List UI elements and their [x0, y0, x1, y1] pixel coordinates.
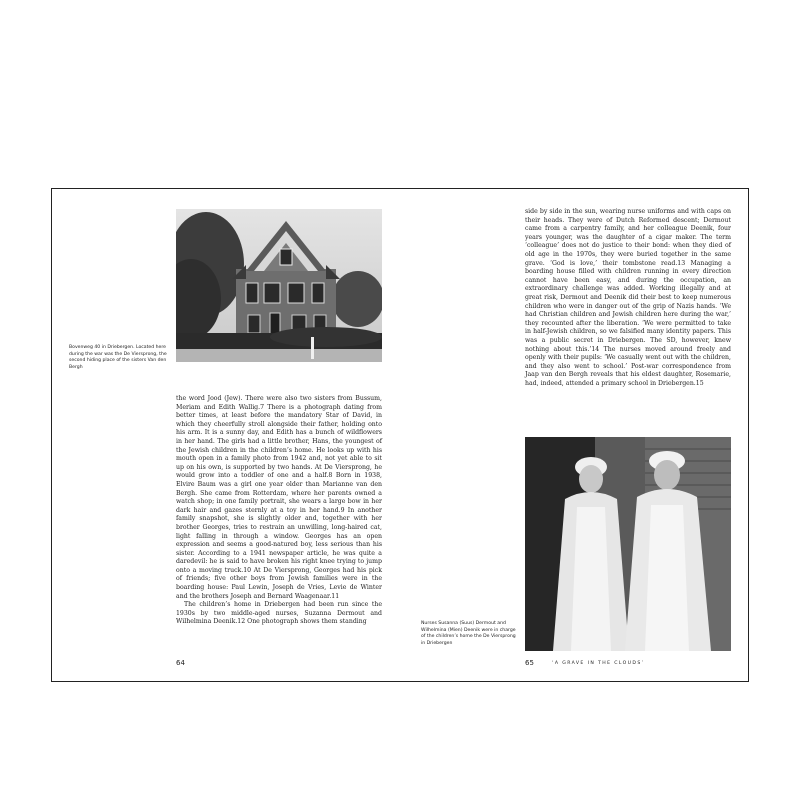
page-number-right: 65 — [525, 659, 534, 667]
nurses-photo — [525, 437, 731, 651]
left-page-text — [176, 395, 382, 627]
house-photo-caption: Bovenweg 40 in Driebergen. Located here during the war was the De Viersprong, the second hiding place of the sisters Van den Bergh — [69, 345, 167, 370]
nurses-photo-image — [525, 437, 731, 651]
running-head: ‘A GRAVE IN THE CLOUDS’ — [552, 661, 645, 666]
right-paragraph-1: side by side in the sun, wearing nurse uniforms and with caps on their heads. They were of Dutch Reformed descent; Dermout came from a carpentry family, and her colleague Deenik, four years younger, was the daughter of a cigar maker. The term ‘colleague’ does not do justice to their bond: when they died of old age in the 1970s, they were buried together in the same grave. ‘God is love,’ their tombstone read.13 Managing a boarding house filled with children running in every direction cannot have been easy, and during the occupation, an extraordinary challenge was added. Working illegally and at great risk, Dermout and Deenik did their best to keep numerous children who were in danger out of the grip of Nazis hands. ‘We had Christian children and Jewish children here during the war,’ they recounted after the liberation. ‘We were permitted to take in half-Jewish children, so we falsified many identity papers. This was a public secret in Driebergen. The SD, however, knew nothing about this.’14 The nurses moved around freely and openly with their pupils: ‘We casually went out with the children, and they also went to school.’ Post-war correspondence from Jaap van den Bergh reveals that his eldest daughter, Rosemarie, had, indeed, attended a primary school in Driebergen.15 — [525, 208, 731, 387]
left-paragraph-2: The children’s home in Driebergen had been run since the 1930s by two middle-aged nurses, Suzanna Dermout and Wilhelmina Deenik.12 One photograph shows them standing — [176, 601, 382, 626]
house-photo-image — [176, 209, 382, 362]
left-paragraph-1: the word Jood (Jew). There were also two sisters from Bussum, Meriam and Edith Wallig.7 There is a photograph dating from better times, at least before the mandatory Star of David, in which they cheerfully stroll alongside their father, holding onto his arm. It is a sunny day, and Edith has a bunch of wildflowers in her hand. The girls had a little brother, Hans, the youngest of the Jewish children in the children’s home. He looks up with his mouth open in a family photo from 1942 and, not yet able to sit up on his own, is supported by two hands. At De Viersprong, he would grow into a toddler of one and a half.8 Born in 1938, Elvire Baum was a girl one year older than Marianne van den Bergh. She came from Rotterdam, where her parents owned a watch shop; in one family portrait, she wears a large bow in her dark hair and gazes sternly at a toy in her hand.9 In another family snapshot, she is slightly older and, together with her brother Georges, tries to restrain an unwilling, long-haired cat, light falling in through a window. Georges has an open expression and seems a good-natured boy, less serious than his sister. According to a 1941 newspaper article, he was quite a daredevil: he is said to have broken his right knee trying to jump onto a moving truck.10 At De Viersprong, Georges had his pick of friends; five other boys from Jewish families were in the boarding house: Paul Lewin, Joseph de Vries, Levie de Winter and the brothers Joseph and Bernard Waagenaar.11 — [176, 395, 382, 600]
page-number-left: 64 — [176, 659, 185, 667]
right-page-text — [525, 208, 731, 388]
nurses-photo-caption: Nurses Susanna (Suus) Dermout and Wilhelmina (Mien) Deenik were in charge of the children’s home the De Viersprong in Driebergen — [421, 621, 516, 646]
book-spread — [51, 188, 749, 682]
house-photo — [176, 209, 382, 362]
